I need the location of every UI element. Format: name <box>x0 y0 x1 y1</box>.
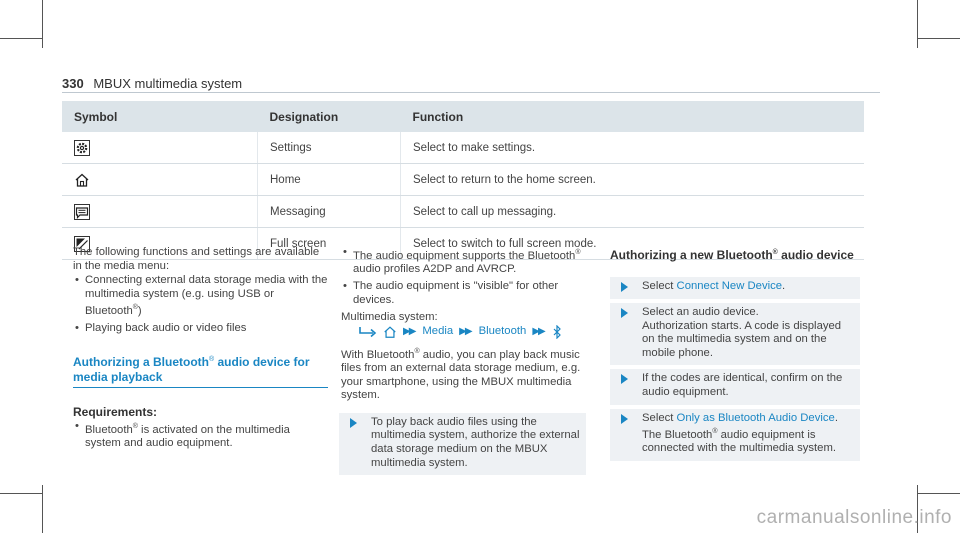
list-item-text: ) <box>137 305 142 318</box>
list-item: • Playing back audio or video files <box>73 322 328 336</box>
function-cell: Select to make settings. <box>401 132 865 164</box>
designation-cell: Messaging <box>258 196 401 228</box>
message-icon <box>74 204 90 220</box>
right-column <box>610 246 860 461</box>
crop-mark <box>42 485 43 533</box>
registered-mark: ® <box>575 249 581 256</box>
crop-mark <box>42 0 43 48</box>
step-detail: The Bluetooth <box>642 428 713 441</box>
list-item-text: Connecting external data storage media with the multimedia system (e.g. using USB or Bluetooth <box>85 274 328 318</box>
chevron-double-icon: ▶▶ <box>403 325 415 337</box>
step-text: If the codes are identical, confirm on the audio equipment. <box>642 372 843 398</box>
section-title: Authorizing a Bluetooth <box>73 355 209 370</box>
step-text: Select <box>642 280 677 293</box>
left-column <box>73 246 328 451</box>
step-arrow-icon <box>621 308 628 318</box>
step-arrow-icon <box>621 414 628 424</box>
crop-mark <box>0 493 42 494</box>
step-text: . <box>834 411 838 424</box>
bluetooth-icon <box>552 325 562 339</box>
home-icon <box>74 172 90 188</box>
designation-cell: Home <box>258 164 401 196</box>
section-heading <box>610 246 860 263</box>
paragraph-text: audio, you can play back music files from an external data storage medium, e.g. your smartphone, using the MBUX multimedia system. <box>341 348 581 402</box>
section-title: audio device for media playback <box>73 355 310 384</box>
header-divider <box>62 92 880 93</box>
registered-mark: ® <box>414 347 420 355</box>
instruction-step <box>610 409 860 462</box>
list-item-text: The audio equipment supports the Bluetooth <box>353 249 576 262</box>
gear-icon <box>74 140 90 156</box>
return-arrow-icon <box>359 326 377 338</box>
table-row <box>62 164 864 196</box>
step-arrow-icon <box>621 374 628 384</box>
registered-mark: ® <box>772 249 778 256</box>
requirements-title: Requirements: <box>73 405 158 420</box>
instruction-step <box>610 369 860 404</box>
instruction-step <box>610 303 860 365</box>
bluetooth-audio-paragraph <box>341 345 586 403</box>
symbol-cell <box>62 164 258 196</box>
list-item-text: is activated on the multimedia system and audio equipment. <box>85 423 290 450</box>
section-title: Authorizing a new Bluetooth <box>610 247 773 262</box>
function-cell: Select to return to the home screen. <box>401 164 865 196</box>
symbol-cell <box>62 196 258 228</box>
registered-mark: ® <box>132 422 138 430</box>
list-item-text: Bluetooth <box>85 423 133 436</box>
column-header: Designation <box>258 101 401 132</box>
page-number: 330 <box>62 76 84 91</box>
column-header: Symbol <box>62 101 258 132</box>
step-text: Select an audio device. <box>642 305 759 318</box>
function-cell: Select to switch to full screen mode. <box>401 228 865 260</box>
table-row <box>62 196 864 228</box>
watermark: carmanualsonline.info <box>756 507 952 528</box>
step-text: To play back audio files using the multimedia system, authorize the external data storage medium on the MBUX multimedia system. <box>371 415 580 469</box>
chevron-double-icon: ▶▶ <box>459 325 471 337</box>
crop-mark <box>917 0 918 48</box>
path-media: Media <box>422 324 454 337</box>
function-cell: Select to call up messaging. <box>401 196 865 228</box>
section-title: audio device <box>777 247 854 262</box>
list-item <box>341 246 586 277</box>
column-header: Function <box>401 101 865 132</box>
only-as-bluetooth-audio-device-link[interactable]: Only as Bluetooth Audio Device <box>676 411 835 424</box>
crop-mark <box>917 38 960 39</box>
list-item <box>73 420 328 451</box>
paragraph-text: With Bluetooth <box>341 348 415 361</box>
path-bluetooth: Bluetooth <box>478 324 527 337</box>
intro-text: The following functions and settings are available in the media menu: <box>73 246 320 272</box>
list-item: • The audio equipment is "visible" for other devices. <box>341 280 586 307</box>
step-detail: Authorization starts. A code is displayed on the multimedia system and on the mobile phone. <box>642 319 842 359</box>
designation-cell: Settings <box>258 132 401 164</box>
symbol-table <box>62 101 864 260</box>
table-row <box>62 132 864 164</box>
registered-mark: ® <box>712 428 718 436</box>
step-text: . <box>782 280 786 293</box>
middle-column <box>341 246 586 475</box>
step-text: Select <box>642 411 677 424</box>
step-arrow-icon <box>621 282 628 292</box>
designation-cell: Full screen <box>258 228 401 260</box>
list-item <box>73 274 328 319</box>
instruction-step <box>339 413 586 475</box>
step-detail: audio equipment is connected with the multimedia system. <box>642 428 837 455</box>
menu-path <box>341 325 586 339</box>
list-item-text: audio profiles A2DP and AVRCP. <box>353 263 517 276</box>
page-header <box>62 76 242 91</box>
table-header-row <box>62 101 864 132</box>
chevron-double-icon: ▶▶ <box>532 325 544 337</box>
crop-mark <box>0 38 42 39</box>
instruction-step <box>610 277 860 299</box>
registered-mark: ® <box>208 356 215 364</box>
registered-mark: ® <box>132 304 138 312</box>
crop-mark <box>917 493 960 494</box>
page-title: MBUX multimedia system <box>93 76 243 91</box>
home-icon <box>383 325 397 339</box>
connect-new-device-link[interactable]: Connect New Device <box>676 280 783 293</box>
path-label: Multimedia system: <box>341 311 438 324</box>
section-heading <box>73 353 328 388</box>
step-arrow-icon <box>350 418 357 428</box>
symbol-cell <box>62 132 258 164</box>
